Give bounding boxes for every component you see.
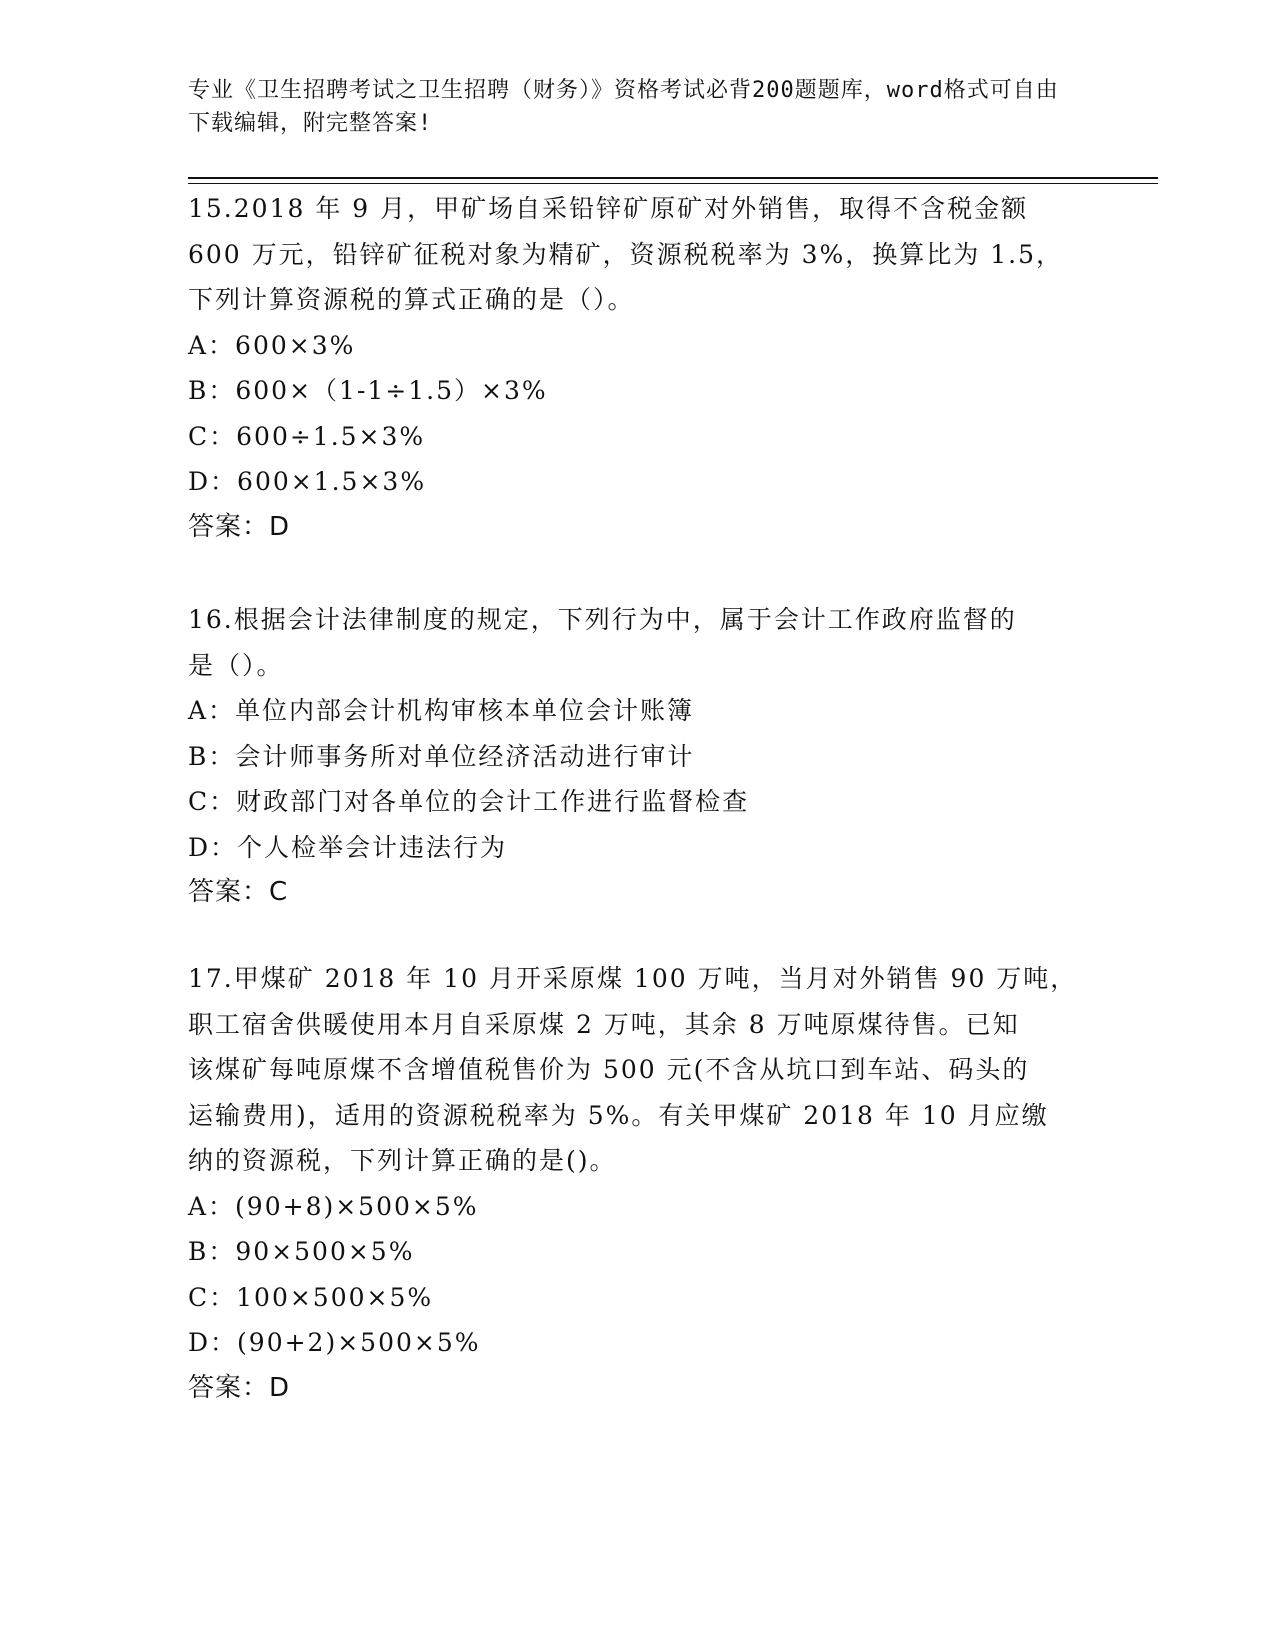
option-c: C：财政部门对各单位的会计工作进行监督检查 bbox=[188, 787, 750, 816]
header-divider-thin bbox=[188, 183, 1158, 184]
option-d: D：个人检举会计违法行为 bbox=[188, 832, 508, 862]
answer-label: 答案 bbox=[188, 511, 243, 542]
answer-value: C bbox=[269, 877, 289, 907]
answer-separator: ： bbox=[242, 511, 270, 542]
question-stem: 15.2018 年 9 月，甲矿场自采铅锌矿原矿对外销售，取得不含税金额 600 万元，铅锌矿征税对象为精矿，资源税税率为 3%，换算比为 1.5， 下列计算资源税的算式正确的是（）。 bbox=[188, 194, 1063, 314]
option-d: D：600×1.5×3% bbox=[188, 467, 427, 496]
option-c: C：600÷1.5×3% bbox=[188, 421, 426, 451]
option-a: A：单位内部会计机构审核本单位会计账簿 bbox=[188, 696, 695, 725]
option-a: A：(90+8)×500×5% bbox=[188, 1191, 479, 1221]
option-b: B：600×（1-1÷1.5）×3% bbox=[188, 376, 548, 405]
question-stem: 16.根据会计法律制度的规定，下列行为中，属于会计工作政府监督的 是（）。 bbox=[188, 605, 1017, 680]
answer-line bbox=[188, 1366, 1088, 1412]
answer-value: D bbox=[269, 1372, 291, 1403]
option-c: C：100×500×5% bbox=[188, 1282, 434, 1312]
answer-line bbox=[188, 505, 1088, 551]
header-divider-thick bbox=[188, 177, 1158, 179]
option-d: D：(90+2)×500×5% bbox=[188, 1328, 481, 1357]
answer-line bbox=[188, 870, 1088, 916]
answer-separator: ： bbox=[242, 1372, 270, 1403]
option-b: B：会计师事务所对单位经济活动进行审计 bbox=[188, 741, 695, 771]
answer-label: 答案 bbox=[188, 1372, 243, 1403]
question-15 bbox=[188, 186, 1088, 550]
question-17 bbox=[188, 956, 1088, 1411]
option-list bbox=[188, 688, 1088, 870]
option-list bbox=[188, 1184, 1088, 1366]
document-header: 专业《卫生招聘考试之卫生招聘（财务）》资格考试必背200题题库，word格式可自由下载编辑，附完整答案! bbox=[188, 78, 1059, 136]
option-list bbox=[188, 323, 1088, 505]
option-a: A：600×3% bbox=[188, 330, 356, 360]
question-stem: 17.甲煤矿 2018 年 10 月开采原煤 100 万吨，当月对外销售 90 万吨， 职工宿舍供暖使用本月自采原煤 2 万吨，其余 8 万吨原煤待售。已知 该煤矿每吨原煤不含增值税售价为 500 元(不含从坑口到车站、码头的 运输费用)，适用的资源税税率为 5%。有关甲煤矿 2018 年 10 月应缴 纳的资源税，下列计算正确的是()。 bbox=[188, 964, 1078, 1175]
answer-label: 答案 bbox=[188, 877, 243, 907]
answer-value: D bbox=[269, 511, 291, 542]
option-b: B：90×500×5% bbox=[188, 1237, 415, 1266]
answer-separator: ： bbox=[242, 877, 270, 907]
question-16 bbox=[188, 597, 1088, 916]
